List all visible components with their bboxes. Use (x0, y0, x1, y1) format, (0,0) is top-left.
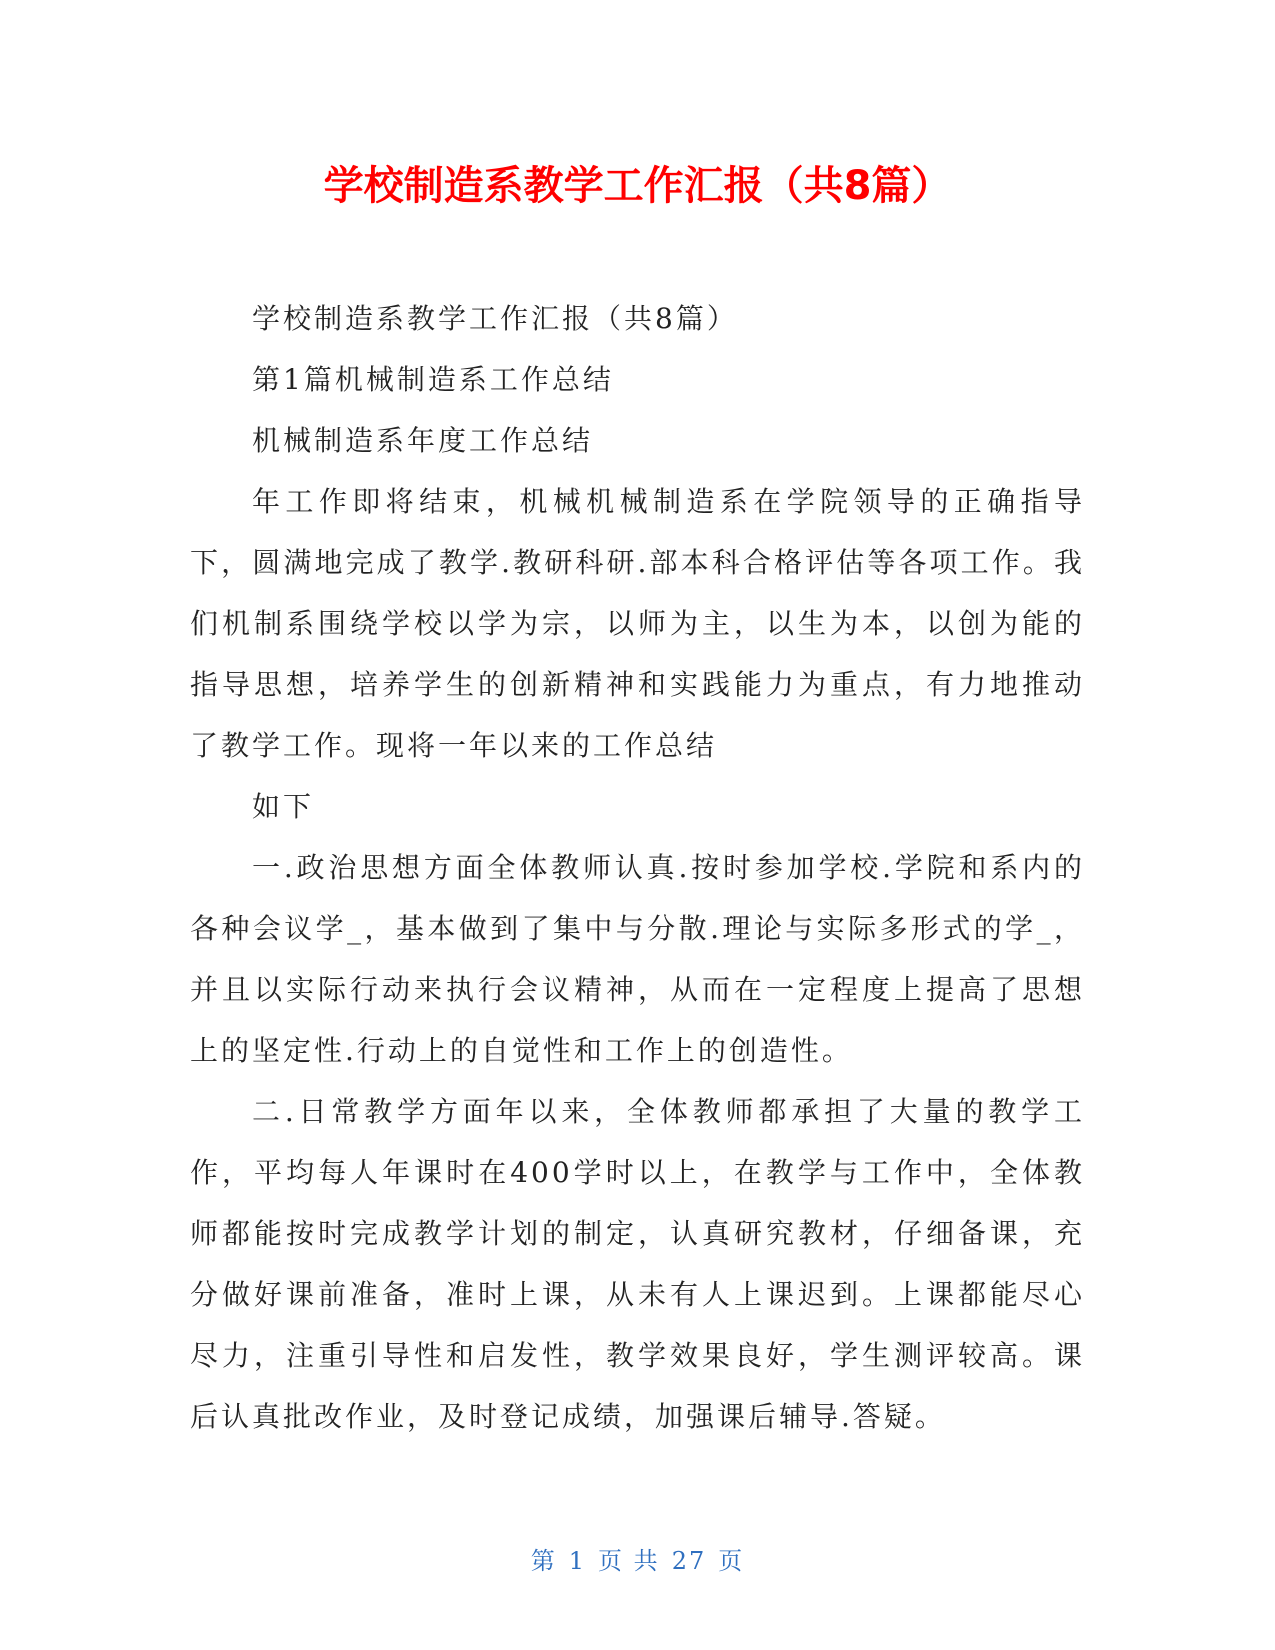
footer-label-of-total: 页 共 (598, 1547, 660, 1575)
paragraph-intro: 年工作即将结束，机械机械制造系在学院领导的正确指导下，圆满地完成了教学.教研科研.部本科合格评估等各项工作。我们机制系围绕学校以学为宗，以师为主，以生为本，以创为能的指导思想，培养学生的创新精神和实践能力为重点，有力地推动了教学工作。现将一年以来的工作总结 (190, 485, 1085, 762)
paragraph-political-thought: 一.政治思想方面全体教师认真.按时参加学校.学院和系内的各种会议学_，基本做到了集中与分散.理论与实际多形式的学_，并且以实际行动来执行会议精神，从而在一定程度上提高了思想上的坚定性.行动上的自觉性和工作上的创造性。 (190, 851, 1085, 1067)
footer-current-page: 1 (568, 1547, 587, 1575)
paragraph-as-follows: 如下 (252, 790, 315, 823)
footer-total-pages: 27 (671, 1547, 707, 1575)
paragraph-section-heading: 第1篇机械制造系工作总结 (252, 363, 614, 396)
document-title: 学校制造系教学工作汇报（共8篇） (323, 163, 952, 209)
paragraph-subtitle: 学校制造系教学工作汇报（共8篇） (252, 302, 738, 335)
footer-label-pages: 页 (718, 1547, 745, 1575)
paragraph-daily-teaching: 二.日常教学方面年以来，全体教师都承担了大量的教学工作，平均每人年课时在400学时以上，在教学与工作中，全体教师都能按时完成教学计划的制定，认真研究教材，仔细备课，充分做好课前准备，准时上课，从未有人上课迟到。上课都能尽心尽力，注重引导性和启发性，教学效果良好，学生测评较高。课后认真批改作业，及时登记成绩，加强课后辅导.答疑。 (190, 1095, 1085, 1433)
paragraph-summary-heading: 机械制造系年度工作总结 (252, 424, 594, 457)
page-number-footer (0, 1544, 1275, 1578)
document-body (190, 288, 1085, 1447)
footer-label-page: 第 (530, 1547, 557, 1575)
